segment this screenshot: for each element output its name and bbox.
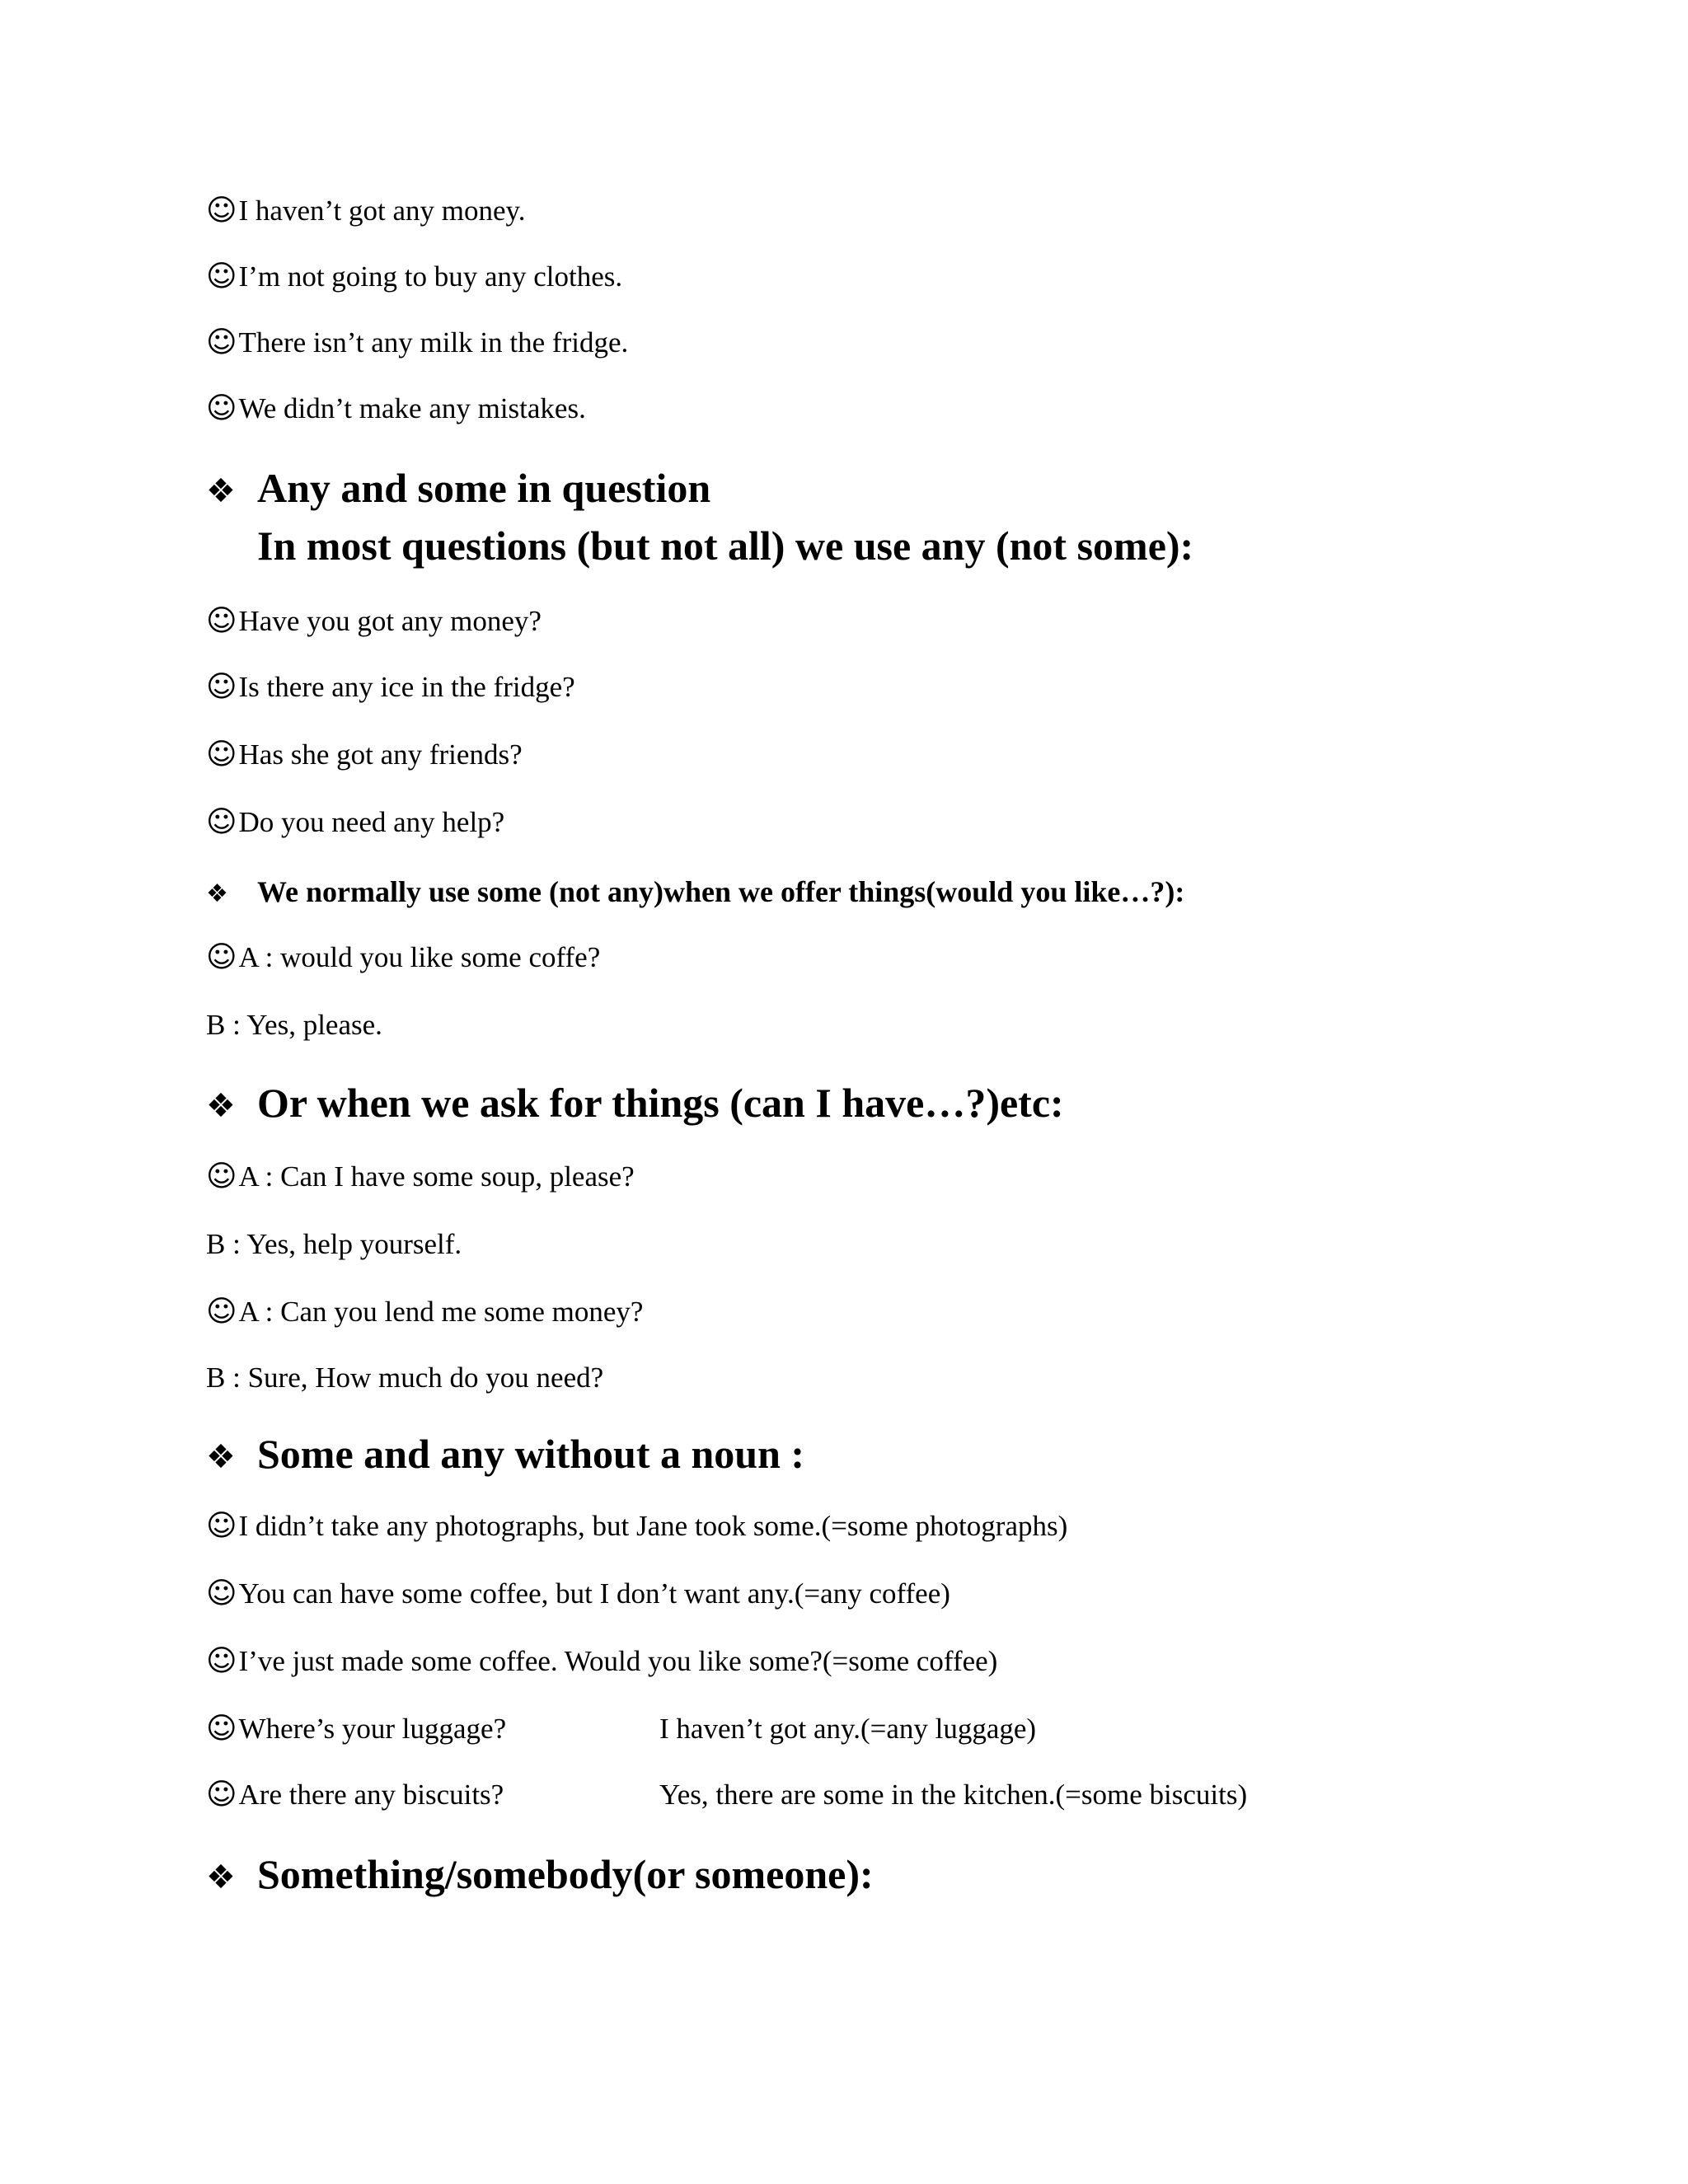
smiley-icon: ☺ xyxy=(206,326,237,359)
section-heading xyxy=(206,1849,874,1902)
example-sentence xyxy=(206,603,542,640)
smiley-icon: ☺ xyxy=(206,1577,237,1610)
sentence-text: I’m not going to buy any clothes. xyxy=(238,260,623,293)
sentence-text: Is there any ice in the fridge? xyxy=(238,671,575,703)
dialogue-line xyxy=(206,1159,635,1195)
diamond-bullet-icon: ❖ xyxy=(206,879,228,908)
section-heading xyxy=(206,1078,1064,1131)
smiley-icon: ☺ xyxy=(206,391,237,425)
diamond-bullet-icon: ❖ xyxy=(206,1087,236,1125)
sentence-text: I haven’t got any money. xyxy=(238,194,526,227)
sentence-text: Have you got any money? xyxy=(238,605,542,637)
example-sentence xyxy=(206,804,504,841)
answer-text: Yes, there are some in the kitchen.(=some biscuits) xyxy=(659,1779,1248,1811)
example-sentence xyxy=(206,1508,1067,1544)
smiley-icon: ☺ xyxy=(206,1295,237,1329)
dialogue-line xyxy=(206,1294,643,1330)
sentence-text: Where’s your luggage? xyxy=(238,1713,507,1745)
smiley-icon: ☺ xyxy=(206,670,237,704)
smiley-icon: ☺ xyxy=(206,194,237,227)
dialogue-line: B : Yes, help yourself. xyxy=(206,1228,462,1260)
smiley-icon: ☺ xyxy=(206,940,237,974)
heading-text: We normally use some (not any)when we offer things(would you like…?): xyxy=(257,875,1185,908)
section-heading-continuation: In most questions (but not all) we use any (not some): xyxy=(257,523,1194,569)
answer-text: I haven’t got any.(=any luggage) xyxy=(659,1713,1037,1745)
subsection-heading xyxy=(206,874,1184,912)
sentence-text: There isn’t any milk in the fridge. xyxy=(238,326,629,359)
example-sentence xyxy=(206,325,628,361)
example-sentence xyxy=(206,737,523,773)
sentence-text: A : would you like some coffe? xyxy=(238,941,601,973)
smiley-icon: ☺ xyxy=(206,805,237,839)
example-sentence xyxy=(206,193,526,229)
smiley-icon: ☺ xyxy=(206,1509,237,1543)
dialogue-line xyxy=(206,940,600,976)
example-sentence xyxy=(206,391,586,427)
diamond-bullet-icon: ❖ xyxy=(206,1438,236,1476)
section-heading xyxy=(206,463,710,516)
heading-text: Or when we ask for things (can I have…?)etc: xyxy=(257,1080,1064,1126)
sentence-text: Are there any biscuits? xyxy=(238,1779,504,1811)
smiley-icon: ☺ xyxy=(206,1160,237,1193)
sentence-text: A : Can you lend me some money? xyxy=(238,1296,644,1328)
sentence-text: You can have some coffee, but I don’t want any.(=any coffee) xyxy=(238,1577,950,1610)
diamond-bullet-icon: ❖ xyxy=(206,472,236,510)
heading-text: Any and some in question xyxy=(257,465,711,511)
sentence-text: Do you need any help? xyxy=(238,806,505,838)
section-heading xyxy=(206,1429,804,1482)
sentence-text: I didn’t take any photographs, but Jane took some.(=some photographs) xyxy=(238,1510,1068,1542)
smiley-icon: ☺ xyxy=(206,1778,237,1811)
heading-text: Something/somebody(or someone): xyxy=(257,1851,874,1897)
smiley-icon: ☺ xyxy=(206,1712,237,1746)
diamond-bullet-icon: ❖ xyxy=(206,1858,236,1896)
smiley-icon: ☺ xyxy=(206,604,237,638)
heading-text: Some and any without a noun : xyxy=(257,1431,805,1477)
smiley-icon: ☺ xyxy=(206,1644,237,1678)
sentence-text: I’ve just made some coffee. Would you like some?(=some coffee) xyxy=(238,1645,998,1677)
example-sentence xyxy=(206,669,575,705)
sentence-text: A : Can I have some soup, please? xyxy=(238,1160,635,1193)
example-sentence xyxy=(206,1643,997,1680)
example-sentence xyxy=(206,259,622,295)
example-sentence xyxy=(206,1777,504,1813)
example-sentence xyxy=(206,1711,506,1747)
dialogue-line: B : Sure, How much do you need? xyxy=(206,1361,604,1394)
smiley-icon: ☺ xyxy=(206,260,237,293)
dialogue-line: B : Yes, please. xyxy=(206,1009,382,1041)
smiley-icon: ☺ xyxy=(206,738,237,771)
sentence-text: Has she got any friends? xyxy=(238,738,523,771)
sentence-text: We didn’t make any mistakes. xyxy=(238,392,586,424)
example-sentence xyxy=(206,1576,950,1612)
